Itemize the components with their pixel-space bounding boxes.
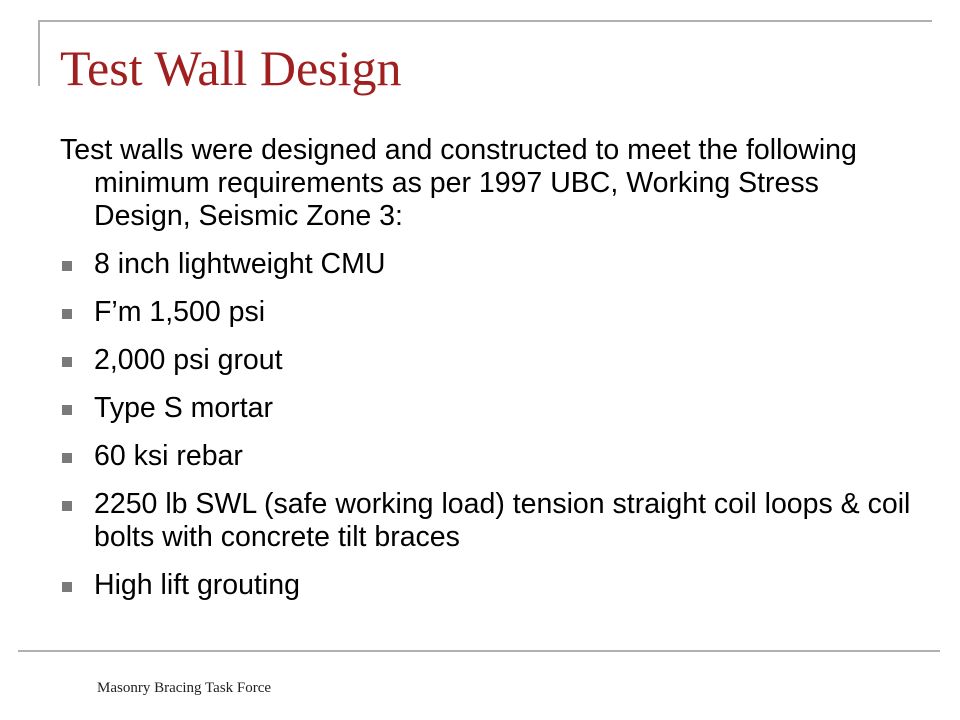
slide-footer: Masonry Bracing Task Force	[97, 680, 272, 696]
requirement-item	[60, 248, 920, 281]
square-bullet-icon	[62, 501, 72, 511]
requirement-item	[60, 569, 920, 602]
intro-paragraph: Test walls were designed and constructed to meet the following minimum requirements as per 1997 UBC, Working Stress Design, Seismic Zone 3:	[60, 134, 857, 232]
requirement-text: High lift grouting	[94, 569, 300, 601]
requirement-text: 60 ksi rebar	[94, 440, 243, 472]
slide-body	[60, 134, 920, 617]
requirement-item	[60, 392, 920, 425]
requirement-text: 8 inch lightweight CMU	[94, 248, 386, 280]
square-bullet-icon	[62, 309, 72, 319]
requirement-item	[60, 440, 920, 473]
requirement-text: 2,000 psi grout	[94, 344, 283, 376]
requirement-text: F’m 1,500 psi	[94, 296, 266, 328]
requirement-item	[60, 344, 920, 377]
square-bullet-icon	[62, 357, 72, 367]
frame-top-line	[38, 20, 932, 22]
slide-title: Test Wall Design	[60, 40, 402, 96]
square-bullet-icon	[62, 453, 72, 463]
requirement-item	[60, 296, 920, 329]
frame-left-line	[38, 20, 40, 86]
requirement-text: 2250 lb SWL (safe working load) tension straight coil loops & coil bolts with concrete tilt braces	[94, 488, 911, 553]
requirements-list	[60, 248, 920, 602]
frame-bottom-line	[18, 650, 940, 652]
requirement-text: Type S mortar	[94, 392, 273, 424]
square-bullet-icon	[62, 582, 72, 592]
requirement-item	[60, 488, 920, 554]
square-bullet-icon	[62, 405, 72, 415]
square-bullet-icon	[62, 261, 72, 271]
